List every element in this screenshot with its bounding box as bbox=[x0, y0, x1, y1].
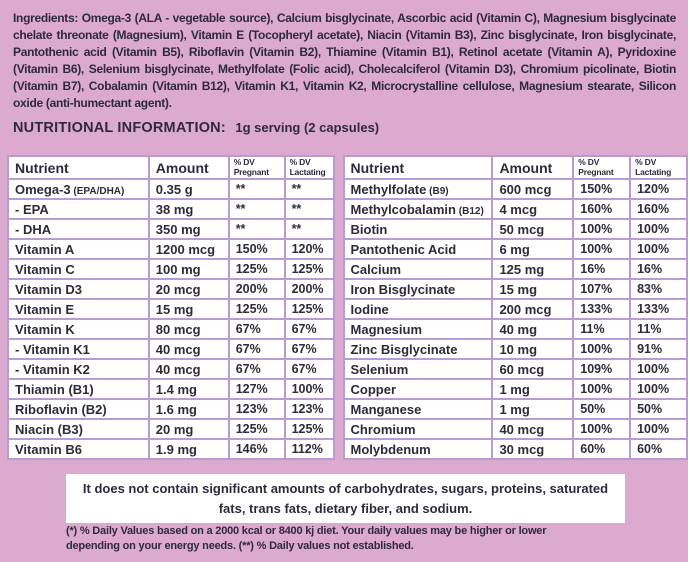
dv-pregnant-cell: 60% bbox=[573, 439, 630, 459]
table-row bbox=[344, 439, 687, 459]
dv-pregnant-cell: 100% bbox=[573, 379, 630, 399]
dv-lactating-cell: 133% bbox=[630, 299, 687, 319]
dv-lactating-cell: ** bbox=[285, 179, 334, 199]
nutrient-cell: Selenium bbox=[344, 359, 493, 379]
nutrient-cell: Omega-3 (EPA/DHA) bbox=[8, 179, 149, 199]
dv-lactating-cell: ** bbox=[285, 199, 334, 219]
dv-pregnant-cell: 125% bbox=[229, 419, 285, 439]
amount-cell: 0.35 g bbox=[149, 179, 229, 199]
dv-pregnant-cell: ** bbox=[229, 179, 285, 199]
dv-lactating-cell: 60% bbox=[630, 439, 687, 459]
nutrient-cell: - EPA bbox=[8, 199, 149, 219]
dv-lactating-cell: 200% bbox=[285, 279, 334, 299]
amount-cell: 10 mg bbox=[492, 339, 573, 359]
nutrition-heading bbox=[13, 119, 379, 137]
dv-lactating-column-header: % DV Lactating bbox=[285, 156, 334, 179]
amount-cell: 40 mcg bbox=[492, 419, 573, 439]
dv-pregnant-cell: 133% bbox=[573, 299, 630, 319]
dv-pregnant-cell: 123% bbox=[229, 399, 285, 419]
table-row bbox=[8, 279, 334, 299]
dv-pregnant-cell: 150% bbox=[573, 179, 630, 199]
nutrient-cell: Molybdenum bbox=[344, 439, 493, 459]
nutrient-column-header: Nutrient bbox=[344, 156, 493, 179]
dv-pregnant-cell: 67% bbox=[229, 359, 285, 379]
dv-lactating-cell: 91% bbox=[630, 339, 687, 359]
nutrient-cell: Zinc Bisglycinate bbox=[344, 339, 493, 359]
nutrient-cell: Pantothenic Acid bbox=[344, 239, 493, 259]
nutrient-sub-label: (B9) bbox=[426, 185, 449, 197]
table-row bbox=[8, 419, 334, 439]
dv-lactating-cell: 123% bbox=[285, 399, 334, 419]
ingredients-text: Ingredients: Omega-3 (ALA - vegetable source), Calcium bisglycinate, Ascorbic acid (Vitamin C), Magnesium bisglycinate chelate threonate (Magnesium), Vitamin E (Tocopheryl acetate), Niacin (Vitamin B3), Zinc bisglycinate, Iron bisglycinate, Pantothenic acid (Vitamin B5), Riboflavin (Vitamin B2), Thiamine (Vitamin B1), Retinol acetate (Vitamin A), Pyridoxine (Vitamin B6), Selenium bisglycinate, Methylfolate (Folic acid), Cholecalciferol (Vitamin D3), Chromium picolinate, Biotin (Vitamin B7), Cobalamin (Vitamin B12), Vitamin K1, Vitamin K2, Microcrystalline cellulose, Magnesium stearate, Silicon oxide (anti-humectant agent). bbox=[13, 11, 676, 110]
table-row bbox=[8, 299, 334, 319]
amount-cell: 38 mg bbox=[149, 199, 229, 219]
dv-pregnant-cell: 100% bbox=[573, 239, 630, 259]
table-row bbox=[344, 359, 687, 379]
amount-cell: 1200 mcg bbox=[149, 239, 229, 259]
nutrient-cell: Magnesium bbox=[344, 319, 493, 339]
nutrient-cell: Chromium bbox=[344, 419, 493, 439]
amount-cell: 350 mg bbox=[149, 219, 229, 239]
amount-cell: 80 mcg bbox=[149, 319, 229, 339]
amount-cell: 1.9 mg bbox=[149, 439, 229, 459]
dv-lactating-cell: 125% bbox=[285, 419, 334, 439]
table-row bbox=[8, 259, 334, 279]
amount-cell: 6 mg bbox=[492, 239, 573, 259]
amount-cell: 30 mcg bbox=[492, 439, 573, 459]
nutrient-table-right bbox=[343, 155, 688, 460]
nutrient-sub-label: (B12) bbox=[455, 205, 484, 217]
dv-pregnant-cell: 107% bbox=[573, 279, 630, 299]
table-header-row bbox=[8, 156, 334, 179]
dv-pregnant-cell: 127% bbox=[229, 379, 285, 399]
dv-pregnant-cell: 125% bbox=[229, 299, 285, 319]
nutrient-cell: Biotin bbox=[344, 219, 493, 239]
amount-cell: 1.6 mg bbox=[149, 399, 229, 419]
table-row bbox=[344, 219, 687, 239]
dv-lactating-cell: 120% bbox=[285, 239, 334, 259]
nutrient-cell: - DHA bbox=[8, 219, 149, 239]
table-row bbox=[344, 179, 687, 199]
nutrient-cell: Copper bbox=[344, 379, 493, 399]
table-row bbox=[8, 339, 334, 359]
nutrient-table-left bbox=[7, 155, 335, 460]
amount-cell: 1.4 mg bbox=[149, 379, 229, 399]
dv-lactating-cell: 125% bbox=[285, 259, 334, 279]
dv-lactating-cell: 67% bbox=[285, 319, 334, 339]
table-row bbox=[8, 179, 334, 199]
table-row bbox=[344, 339, 687, 359]
dv-pregnant-cell: 125% bbox=[229, 259, 285, 279]
dv-pregnant-cell: 16% bbox=[573, 259, 630, 279]
table-row bbox=[344, 299, 687, 319]
nutrient-cell: Vitamin D3 bbox=[8, 279, 149, 299]
dv-lactating-cell: 16% bbox=[630, 259, 687, 279]
dv-pregnant-cell: ** bbox=[229, 219, 285, 239]
dv-lactating-cell: ** bbox=[285, 219, 334, 239]
table-row bbox=[8, 219, 334, 239]
nutrient-cell: Vitamin K bbox=[8, 319, 149, 339]
dv-lactating-cell: 112% bbox=[285, 439, 334, 459]
dv-lactating-cell: 100% bbox=[285, 379, 334, 399]
dv-lactating-cell: 67% bbox=[285, 339, 334, 359]
dv-pregnant-cell: 109% bbox=[573, 359, 630, 379]
dv-pregnant-cell: 150% bbox=[229, 239, 285, 259]
amount-cell: 40 mcg bbox=[149, 339, 229, 359]
nutrient-cell: - Vitamin K1 bbox=[8, 339, 149, 359]
dv-pregnant-column-header: % DV Pregnant bbox=[573, 156, 630, 179]
nutrient-sub-label: (EPA/DHA) bbox=[70, 185, 125, 197]
dv-pregnant-cell: 160% bbox=[573, 199, 630, 219]
dv-lactating-cell: 100% bbox=[630, 419, 687, 439]
dv-pregnant-cell: 146% bbox=[229, 439, 285, 459]
table-row bbox=[8, 199, 334, 219]
table-row bbox=[344, 239, 687, 259]
amount-cell: 125 mg bbox=[492, 259, 573, 279]
dv-pregnant-cell: 67% bbox=[229, 319, 285, 339]
dv-lactating-cell: 160% bbox=[630, 199, 687, 219]
dv-lactating-cell: 100% bbox=[630, 379, 687, 399]
nutrient-cell: - Vitamin K2 bbox=[8, 359, 149, 379]
table-row bbox=[344, 199, 687, 219]
nutrient-cell: Iodine bbox=[344, 299, 493, 319]
table-row bbox=[344, 419, 687, 439]
amount-cell: 60 mcg bbox=[492, 359, 573, 379]
serving-size: 1g serving (2 capsules) bbox=[235, 120, 380, 135]
nutrient-cell: Riboflavin (B2) bbox=[8, 399, 149, 419]
table-row bbox=[344, 399, 687, 419]
dv-pregnant-cell: 100% bbox=[573, 219, 630, 239]
dv-pregnant-cell: 200% bbox=[229, 279, 285, 299]
table-row bbox=[8, 359, 334, 379]
table-row bbox=[8, 399, 334, 419]
dv-pregnant-cell: 11% bbox=[573, 319, 630, 339]
table-row bbox=[8, 439, 334, 459]
dv-lactating-cell: 100% bbox=[630, 359, 687, 379]
amount-column-header: Amount bbox=[149, 156, 229, 179]
amount-cell: 4 mcg bbox=[492, 199, 573, 219]
amount-cell: 40 mg bbox=[492, 319, 573, 339]
nutrient-cell: Iron Bisglycinate bbox=[344, 279, 493, 299]
nutrient-cell: Vitamin B6 bbox=[8, 439, 149, 459]
amount-cell: 1 mg bbox=[492, 399, 573, 419]
dv-lactating-cell: 125% bbox=[285, 299, 334, 319]
nutrient-column-header: Nutrient bbox=[8, 156, 149, 179]
dv-lactating-cell: 67% bbox=[285, 359, 334, 379]
dv-pregnant-cell: 50% bbox=[573, 399, 630, 419]
amount-cell: 200 mcg bbox=[492, 299, 573, 319]
dv-pregnant-cell: 100% bbox=[573, 339, 630, 359]
nutrient-cell: Manganese bbox=[344, 399, 493, 419]
table-row bbox=[344, 379, 687, 399]
dv-pregnant-cell: 67% bbox=[229, 339, 285, 359]
amount-cell: 20 mcg bbox=[149, 279, 229, 299]
amount-cell: 15 mg bbox=[149, 299, 229, 319]
nutrient-cell: Methylcobalamin (B12) bbox=[344, 199, 493, 219]
table-row bbox=[8, 239, 334, 259]
table-row bbox=[344, 259, 687, 279]
nutrient-cell: Methylfolate (B9) bbox=[344, 179, 493, 199]
dv-pregnant-cell: ** bbox=[229, 199, 285, 219]
nutrient-cell: Vitamin C bbox=[8, 259, 149, 279]
dv-lactating-cell: 11% bbox=[630, 319, 687, 339]
amount-cell: 600 mcg bbox=[492, 179, 573, 199]
nutrient-cell: Thiamin (B1) bbox=[8, 379, 149, 399]
amount-cell: 100 mg bbox=[149, 259, 229, 279]
nutrition-heading-title: NUTRITIONAL INFORMATION: bbox=[13, 120, 226, 136]
table-row bbox=[344, 279, 687, 299]
dv-lactating-cell: 100% bbox=[630, 239, 687, 259]
dv-lactating-cell: 83% bbox=[630, 279, 687, 299]
nutrient-tables bbox=[7, 155, 688, 460]
amount-cell: 1 mg bbox=[492, 379, 573, 399]
dv-lactating-cell: 50% bbox=[630, 399, 687, 419]
dv-pregnant-column-header: % DV Pregnant bbox=[229, 156, 285, 179]
nutrient-cell: Niacin (B3) bbox=[8, 419, 149, 439]
amount-cell: 50 mcg bbox=[492, 219, 573, 239]
amount-cell: 40 mcg bbox=[149, 359, 229, 379]
table-header-row bbox=[344, 156, 687, 179]
nutrient-cell: Vitamin A bbox=[8, 239, 149, 259]
table-row bbox=[344, 319, 687, 339]
amount-cell: 20 mg bbox=[149, 419, 229, 439]
dv-lactating-cell: 120% bbox=[630, 179, 687, 199]
no-significant-amounts-note: It does not contain significant amounts of carbohydrates, sugars, proteins, saturated fats, trans fats, dietary fiber, and sodium. bbox=[66, 474, 625, 523]
table-row bbox=[8, 379, 334, 399]
dv-lactating-cell: 100% bbox=[630, 219, 687, 239]
nutrient-cell: Calcium bbox=[344, 259, 493, 279]
dv-pregnant-cell: 100% bbox=[573, 419, 630, 439]
amount-column-header: Amount bbox=[492, 156, 573, 179]
nutrient-cell: Vitamin E bbox=[8, 299, 149, 319]
dv-lactating-column-header: % DV Lactating bbox=[630, 156, 687, 179]
daily-values-footnote: (*) % Daily Values based on a 2000 kcal or 8400 kj diet. Your daily values may be higher or lower depending on your energy needs. (**) % Daily values not established. bbox=[66, 525, 547, 552]
table-row bbox=[8, 319, 334, 339]
amount-cell: 15 mg bbox=[492, 279, 573, 299]
